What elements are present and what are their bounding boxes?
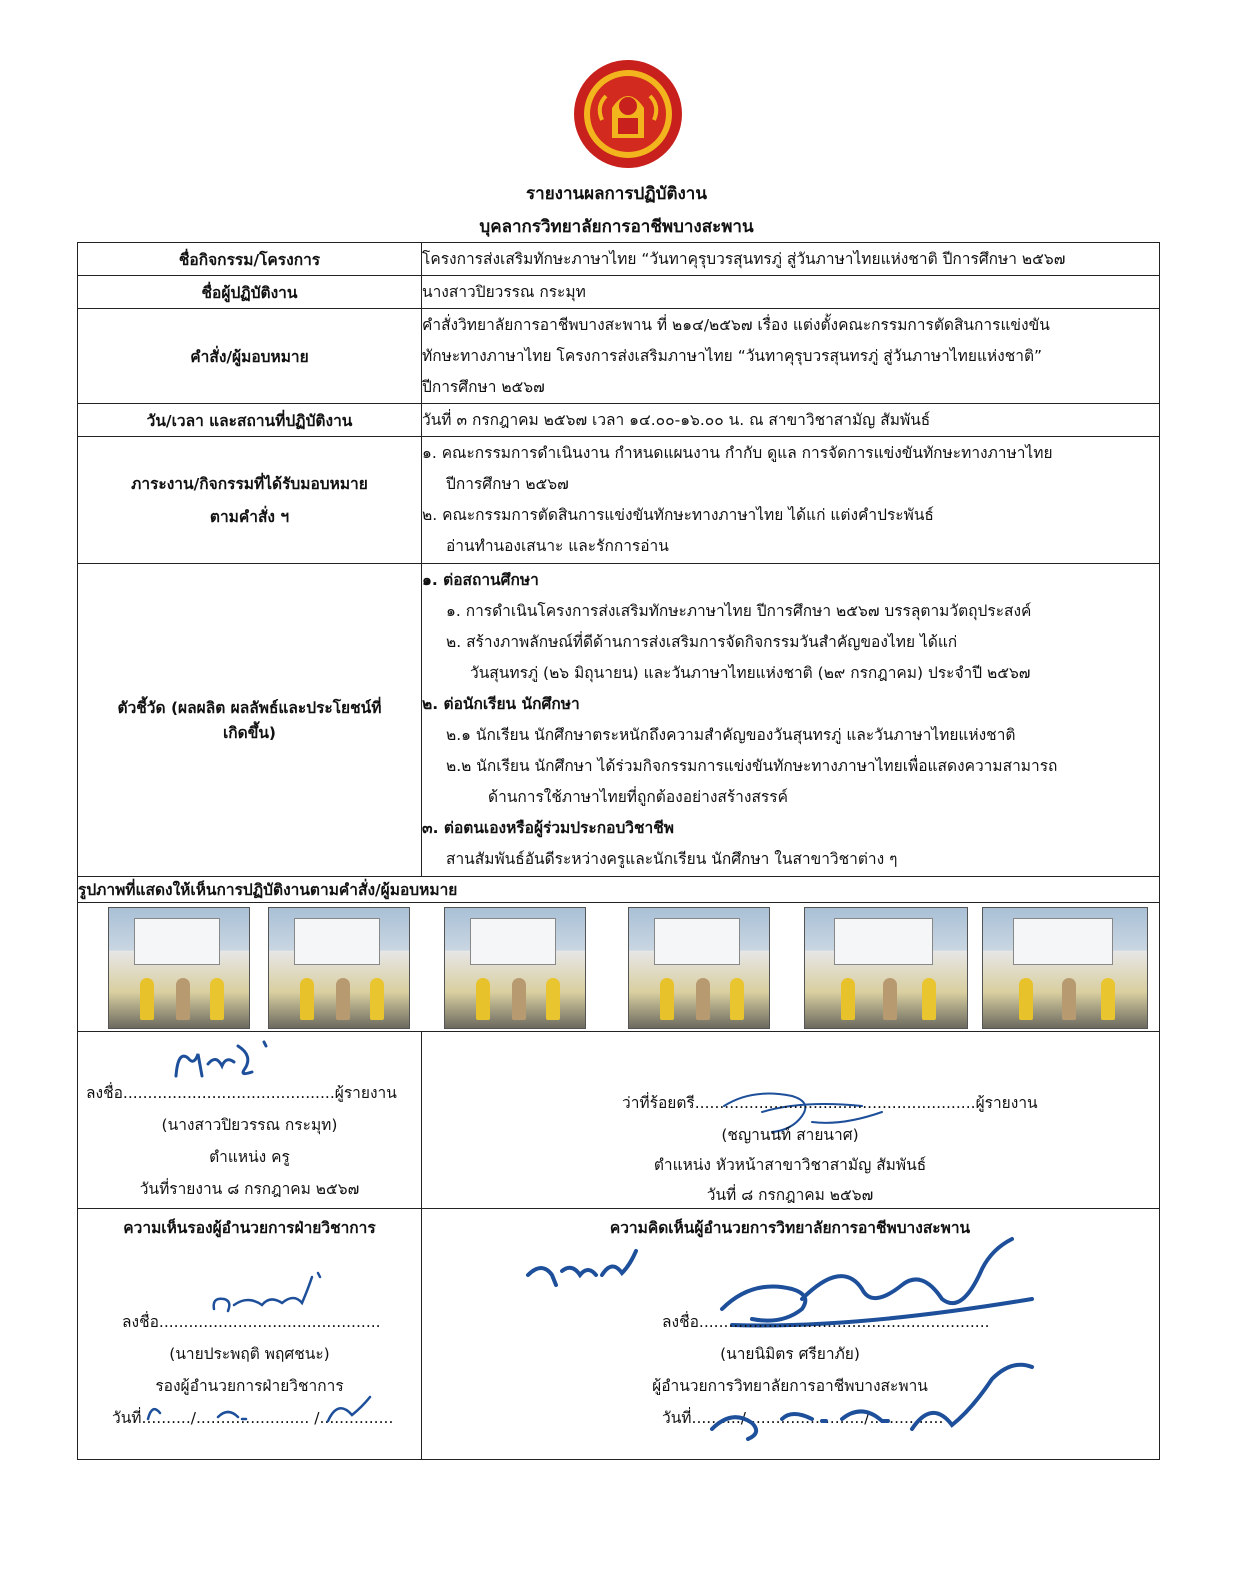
- director-handwritten-date: [692, 1359, 1052, 1449]
- row-activity: [78, 243, 1160, 276]
- label-indicators: [78, 564, 422, 877]
- label-order: คำสั่ง/ผู้มอบหมาย: [78, 309, 422, 404]
- indicator-item: ๒. สร้างภาพลักษณ์ที่ดีด้านการส่งเสริมการจัดกิจกรรมวันสำคัญของไทย ได้แก่: [446, 633, 958, 651]
- value-datetime: วันที่ ๓ กรกฎาคม ๒๕๖๗ เวลา ๑๔.๐๐-๑๖.๐๐ น. ณ สาขาวิชาสามัญ สัมพันธ์: [422, 404, 1160, 437]
- value-activity: โครงการส่งเสริมทักษะภาษาไทย “วันทาคุรุบวรสุนทรภู่ สู่วันภาษาไทยแห่งชาติ ปีการศึกษา ๒๕๖๗: [422, 243, 1160, 276]
- value-indicators: [422, 564, 1160, 877]
- reporter-signature-block: [78, 1032, 422, 1209]
- row-signatures: [78, 1032, 1160, 1209]
- head-sign-line: ว่าที่ร้อยตรี.........................................................ผู้รายงาน: [622, 1094, 1038, 1112]
- director-name: (นายนิมิตร ศรียาภัย): [720, 1345, 860, 1363]
- deputy-sign-line: ลงชื่อ.............................................: [122, 1313, 381, 1331]
- indicator-item: วันสุนทรภู่ (๒๖ มิถุนายน) และวันภาษาไทยแห่งชาติ (๒๙ กรกฎาคม) ประจำปี ๒๕๖๗: [470, 664, 1031, 682]
- reporter-sign-line: ลงชื่อ...........................................ผู้รายงาน: [86, 1084, 397, 1102]
- reporter-date: วันที่รายงาน ๘ กรกฎาคม ๒๕๖๗: [139, 1180, 360, 1198]
- duties-label-line: ตามคำสั่ง ฯ: [209, 508, 290, 526]
- indicators-label-line: เกิดขึ้น): [222, 724, 277, 742]
- duty-line: ๑. คณะกรรมการดำเนินงาน กำหนดแผนงาน กำกับ ดูแล การจัดการแข่งขันทักษะทางภาษาไทย: [422, 444, 1053, 462]
- indicator-item: ๑. การดำเนินโครงการส่งเสริมทักษะภาษาไทย ปีการศึกษา ๒๕๖๗ บรรลุตามวัตถุประสงค์: [446, 602, 1032, 620]
- document-title: รายงานผลการปฏิบัติงาน: [526, 184, 707, 204]
- value-duties: [422, 437, 1160, 564]
- indicators-label-line: ตัวชี้วัด (ผลผลิต ผลลัพธ์และประโยชน์ที่: [117, 699, 382, 717]
- head-date: วันที่ ๘ กรกฎาคม ๒๕๖๗: [706, 1186, 874, 1204]
- duty-line: ปีการศึกษา ๒๕๖๗: [446, 475, 569, 493]
- director-sign-line: ลงชื่อ...........................................................: [662, 1313, 990, 1331]
- document-subtitle: บุคลากรวิทยาลัยการอาชีพบางสะพาน: [479, 217, 754, 237]
- activity-photo: [628, 907, 770, 1029]
- row-datetime: [78, 404, 1160, 437]
- value-performer: นางสาวปิยวรรณ กระมุท: [422, 276, 1160, 309]
- row-photos-heading: [78, 877, 1160, 903]
- label-performer: ชื่อผู้ปฏิบัติงาน: [78, 276, 422, 309]
- row-performer: [78, 276, 1160, 309]
- photo-strip: [78, 903, 1160, 1032]
- duty-line: อ่านทำนองเสนาะ และรักการอ่าน: [446, 537, 669, 555]
- deputy-name: (นายประพฤติ พฤศชนะ): [169, 1345, 330, 1363]
- activity-photo: [268, 907, 410, 1029]
- deputy-position: รองผู้อำนวยการฝ่ายวิชาการ: [155, 1377, 344, 1395]
- value-order: [422, 309, 1160, 404]
- activity-photo: [982, 907, 1148, 1029]
- row-duties: [78, 437, 1160, 564]
- photos-heading: รูปภาพที่แสดงให้เห็นการปฏิบัติงานตามคำสั่ง/ผู้มอบหมาย: [78, 877, 1160, 903]
- order-line: ทักษะทางภาษาไทย โครงการส่งเสริมภาษาไทย “วันทาคุรุบวรสุนทรภู่ สู่วันภาษาไทยแห่งชาติ”: [422, 346, 1043, 365]
- indicator-item: ๒.๑ นักเรียน นักศึกษาตระหนักถึงความสำคัญของวันสุนทรภู่ และวันภาษาไทยแห่งชาติ: [446, 726, 1016, 744]
- row-indicators: [78, 564, 1160, 877]
- row-approvals: [78, 1209, 1160, 1460]
- deputy-date-line: วันที่........../....................... /...............: [112, 1409, 394, 1427]
- label-duties: [78, 437, 422, 564]
- duty-line: ๒. คณะกรรมการตัดสินการแข่งขันทักษะทางภาษาไทย ได้แก่ แต่งคำประพันธ์: [422, 506, 934, 524]
- activity-photo: [804, 907, 968, 1029]
- reporter-name: (นางสาวปิยวรรณ กระมุท): [161, 1116, 338, 1134]
- activity-photo: [108, 907, 250, 1029]
- director-heading: ความคิดเห็นผู้อำนวยการวิทยาลัยการอาชีพบางสะพาน: [609, 1219, 971, 1237]
- duties-label-line: ภาระงาน/กิจกรรมที่ได้รับมอบหมาย: [131, 475, 368, 493]
- deputy-handwritten-date: [138, 1389, 378, 1429]
- order-line: คำสั่งวิทยาลัยการอาชีพบางสะพาน ที่ ๒๑๔/๒๕๖๗ เรื่อง แต่งตั้งคณะกรรมการตัดสินการแข่งขัน: [422, 315, 1050, 334]
- indicator-item: ด้านการใช้ภาษาไทยที่ถูกต้องอย่างสร้างสรรค์: [488, 788, 788, 806]
- head-name: (ชญานนท์ สายนาศ): [721, 1126, 859, 1144]
- director-approval-note: [522, 1245, 642, 1295]
- label-activity: ชื่อกิจกรรม/โครงการ: [78, 243, 422, 276]
- director-position: ผู้อำนวยการวิทยาลัยการอาชีพบางสะพาน: [652, 1377, 928, 1395]
- reporter-position: ตำแหน่ง ครู: [209, 1148, 290, 1166]
- indicator-item: สานสัมพันธ์อันดีระหว่างครูและนักเรียน นักศึกษา ในสาขาวิชาต่าง ๆ: [446, 850, 898, 868]
- row-order: [78, 309, 1160, 404]
- indicator-heading: ๑. ต่อสถานศึกษา: [422, 571, 539, 589]
- report-table: [77, 242, 1160, 1460]
- activity-photo: [444, 907, 586, 1029]
- label-datetime: วัน/เวลา และสถานที่ปฏิบัติงาน: [78, 404, 422, 437]
- indicator-item: ๒.๒ นักเรียน นักศึกษา ได้ร่วมกิจกรรมการแข่งขันทักษะทางภาษาไทยเพื่อแสดงความสามารถ: [446, 757, 1058, 775]
- deputy-approval-block: [78, 1209, 422, 1460]
- head-position: ตำแหน่ง หัวหน้าสาขาวิชาสามัญ สัมพันธ์: [653, 1156, 927, 1174]
- director-approval-block: [422, 1209, 1160, 1460]
- indicator-heading: ๓. ต่อตนเองหรือผู้ร่วมประกอบวิชาชีพ: [422, 819, 674, 837]
- indicator-heading: ๒. ต่อนักเรียน นักศึกษา: [422, 695, 580, 713]
- deputy-heading: ความเห็นรองผู้อำนวยการฝ่ายวิชาการ: [123, 1219, 376, 1237]
- director-date-line: วันที่........../......................../...............: [662, 1409, 944, 1427]
- row-photos: [78, 903, 1160, 1032]
- order-line: ปีการศึกษา ๒๕๖๗: [422, 377, 545, 396]
- head-signature-block: [422, 1032, 1160, 1209]
- reporter-signature: [168, 1036, 288, 1084]
- vocational-education-seal-icon: [572, 58, 684, 170]
